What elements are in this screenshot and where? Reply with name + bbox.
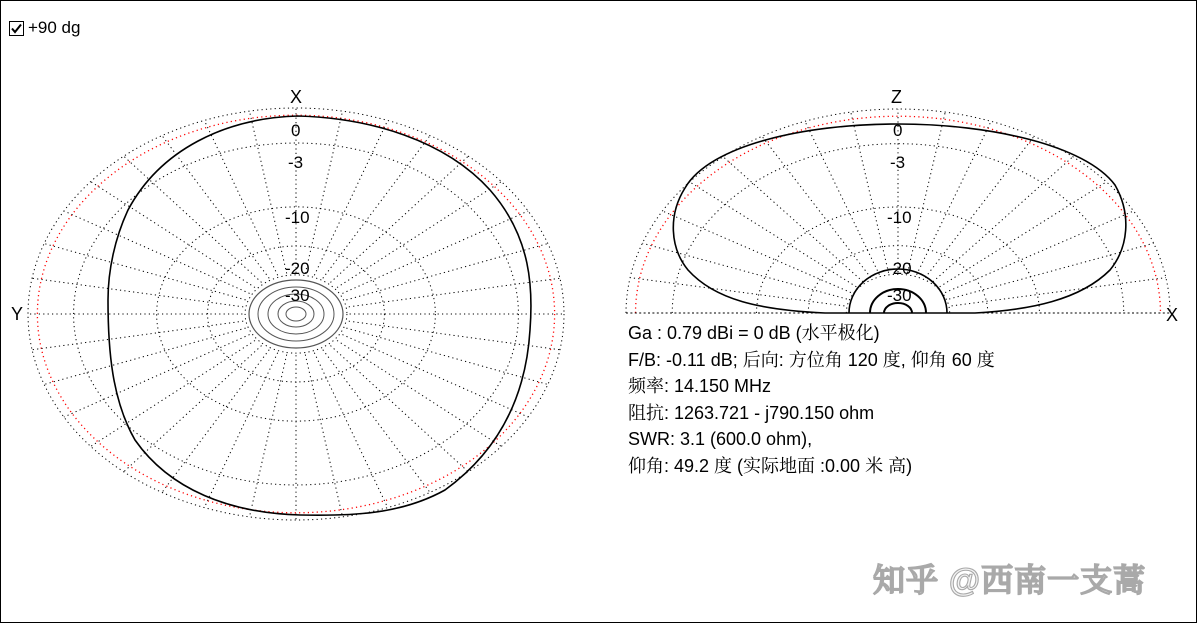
watermark: 知乎 @西南一支蒿 (873, 562, 1147, 598)
az-grid-spoke (204, 120, 277, 275)
az-grid-spoke (323, 136, 430, 279)
az-grid-spoke (346, 244, 547, 300)
el-grid-spoke (642, 243, 846, 299)
swr-text: SWR: 3.1 (600.0 ohm), (628, 429, 813, 449)
az-ring-label-30: -30 (285, 286, 310, 305)
el-grid-spoke (952, 278, 1166, 306)
az-grid-spoke (342, 211, 528, 293)
azimuth-pattern-plot (11, 87, 564, 520)
frequency-text: 频率: 14.150 MHz (628, 376, 772, 396)
el-ring-label-10: -10 (887, 208, 912, 227)
az-grid-ring (157, 207, 436, 421)
az-grid-spoke (91, 182, 255, 288)
el-ring-label-30: -30 (887, 286, 912, 305)
el-grid-spoke (917, 121, 991, 274)
az-grid-spoke (330, 156, 468, 282)
el-grid-spoke (662, 211, 850, 293)
az-ring-label-10: -10 (285, 208, 310, 227)
az-ring-label-0: 0 (291, 121, 301, 140)
az-grid-spoke (337, 340, 501, 446)
az-grid-spoke (349, 278, 560, 307)
az-grid-spoke (305, 355, 342, 517)
az-ring-label-20: -20 (285, 259, 310, 278)
az-grid-spoke (330, 346, 468, 472)
az-left-axis-label: Y (11, 304, 24, 324)
az-grid-spoke (162, 136, 269, 279)
el-grid-spoke (690, 182, 857, 287)
impedance-text: 阻抗: 1263.721 - j790.150 ohm (628, 402, 875, 423)
el-grid-spoke (907, 112, 945, 273)
az-grid-spoke (337, 182, 501, 288)
el-ring-label-20: -20 (887, 259, 912, 278)
el-grid-spoke (630, 278, 844, 306)
el-grid-spoke (851, 112, 889, 273)
el-grid-spoke (949, 243, 1153, 299)
elevation-angle-text: 仰角: 49.2 度 (实际地面 :0.00 米 高) (628, 455, 913, 476)
az-grid-spoke (44, 244, 245, 300)
az-grid-spoke (91, 340, 255, 446)
az-grid-spoke (44, 328, 245, 384)
el-grid-spoke (805, 121, 879, 274)
az-grid-spoke (249, 111, 286, 273)
el-grid-spoke (933, 157, 1073, 282)
azimuth-pattern-curve (108, 116, 531, 515)
az-grid-spoke (346, 328, 547, 384)
el-grid-spoke (940, 182, 1107, 287)
az-grid-spoke (32, 278, 243, 307)
az-grid-spoke (204, 353, 277, 508)
az-grid-spoke (314, 120, 387, 275)
az-ring-label-3: -3 (288, 153, 304, 172)
pattern-info-panel (628, 320, 995, 479)
az-grid-spoke (124, 156, 262, 282)
el-grid-spoke (723, 157, 863, 282)
checkbox-label: +90 dg (28, 18, 81, 37)
az-grid-spoke (314, 353, 387, 508)
az-grid-spoke (249, 355, 286, 517)
el-right-axis-label: X (1166, 305, 1179, 325)
gain-text: Ga : 0.79 dBi = 0 dB (水平极化) (628, 323, 880, 343)
el-ring-label-3: -3 (890, 153, 906, 172)
el-top-axis-label: Z (891, 87, 902, 107)
az-grid-spoke (342, 335, 528, 417)
front-back-text: F/B: -0.11 dB; 后向: 方位角 120 度, 仰角 60 度 (628, 349, 995, 370)
el-grid-spoke (925, 136, 1034, 277)
az-grid-spoke (305, 111, 342, 273)
az-top-axis-label: X (290, 87, 303, 107)
az-grid-spoke (64, 335, 250, 417)
elevation-pattern-plot (626, 87, 1178, 325)
el-ring-label-0: 0 (893, 121, 903, 140)
